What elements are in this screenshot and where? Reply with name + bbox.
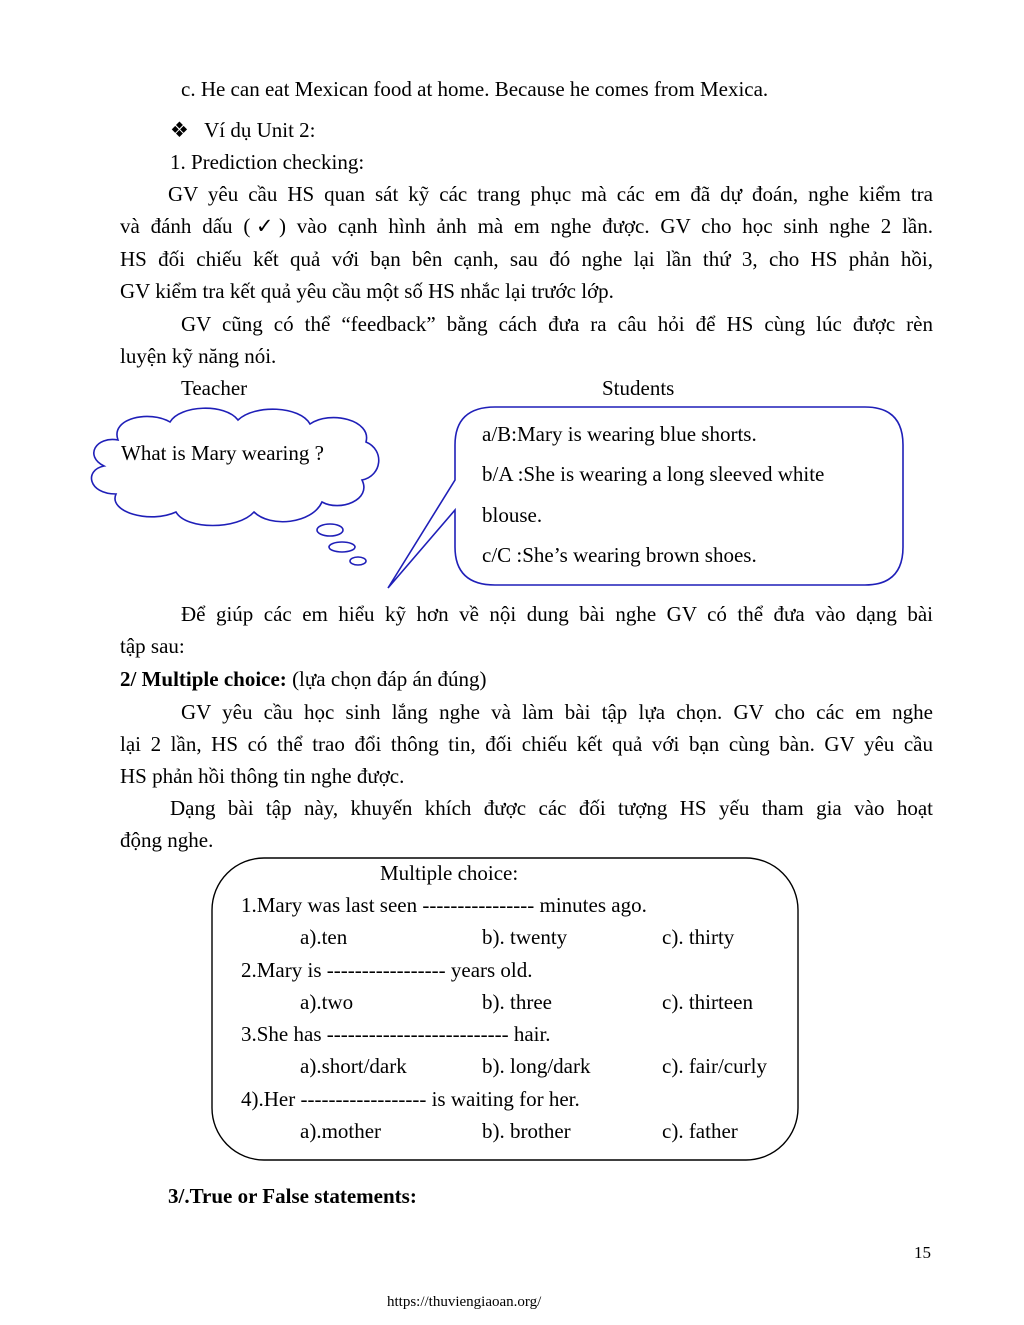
tf-heading: 3/.True or False statements: (168, 1184, 417, 1208)
mc-q4-option-a: a).mother (300, 1119, 382, 1143)
prediction-para1-line1: GV yêu cầu HS quan sát kỹ các trang phục mà các em đã dự đoán, nghe kiểm tra (168, 182, 933, 206)
mc-para1-line1: GV yêu cầu học sinh lắng nghe và làm bài tập lựa chọn. GV cho các em nghe (181, 700, 933, 724)
unit-heading-text: Ví dụ Unit 2: (204, 118, 316, 142)
bridge-line2: tập sau: (120, 634, 185, 658)
mc-question-4: 4).Her ------------------ is waiting for her. (241, 1087, 580, 1111)
page-number: 15 (914, 1243, 931, 1262)
prediction-para2-line2: luyện kỹ năng nói. (120, 344, 277, 368)
mc-q2-option-c: c). thirteen (662, 990, 753, 1014)
mc-question-2: 2.Mary is ----------------- years old. (241, 958, 533, 982)
mc-q4-option-c: c). father (662, 1119, 738, 1143)
teacher-label: Teacher (181, 376, 248, 400)
prediction-para1-line4: GV kiểm tra kết quả yêu cầu một số HS nhắc lại trước lớp. (120, 279, 614, 303)
mc-q3-option-a: a).short/dark (300, 1054, 407, 1078)
bridge-line1: Để giúp các em hiểu kỹ hơn về nội dung bài nghe GV có thể đưa vào dạng bài (181, 602, 933, 626)
mc-q3-option-b: b). long/dark (482, 1054, 591, 1078)
mc-question-1: 1.Mary was last seen ---------------- minutes ago. (241, 893, 647, 917)
mc-question-3: 3.She has -------------------------- hair. (241, 1022, 551, 1046)
intro-line: c. He can eat Mexican food at home. Because he comes from Mexica. (181, 77, 769, 101)
diamond-bullet-icon: ❖ (170, 118, 189, 142)
mc-q1-option-a: a).ten (300, 925, 348, 949)
footer-url: https://thuviengiaoan.org/ (387, 1294, 542, 1310)
mc-para1-line3: HS phản hồi thông tin nghe được. (120, 764, 405, 788)
prediction-para1-line2: và đánh dấu (✓) vào cạnh hình ảnh mà em nghe được. GV cho học sinh nghe 2 lần. (120, 214, 933, 238)
mc-q4-option-b: b). brother (482, 1119, 571, 1143)
student-answer-2: b/A :She is wearing a long sleeved white (482, 462, 825, 486)
mc-para2-line1: Dạng bài tập này, khuyến khích được các đối tượng HS yếu tham gia vào hoạt (170, 796, 933, 820)
mc-q2-option-a: a).two (300, 990, 354, 1014)
mc-q2-option-b: b). three (482, 990, 552, 1014)
mc-q3-option-c: c). fair/curly (662, 1054, 767, 1078)
prediction-para2-line1: GV cũng có thể “feedback” bằng cách đưa ra câu hỏi để HS cùng lúc được rèn (181, 312, 933, 336)
mc-box-title: Multiple choice: (380, 861, 519, 885)
teacher-question: What is Mary wearing ? (121, 441, 324, 465)
mc-para1-line2: lại 2 lần, HS có thể trao đổi thông tin, đối chiếu kết quả với bạn cùng bàn. GV yêu cầu (120, 732, 933, 756)
students-label: Students (602, 376, 675, 400)
mc-heading-bold: 2/ Multiple choice: (120, 667, 287, 691)
mc-q1-option-b: b). twenty (482, 925, 568, 949)
student-answer-1: a/B:Mary is wearing blue shorts. (482, 422, 757, 446)
student-answer-3: blouse. (482, 503, 543, 527)
thought-cloud (92, 408, 379, 565)
prediction-para1-line3: HS đối chiếu kết quả với bạn bên cạnh, sau đó nghe lại lần thứ 3, cho HS phản hồi, (120, 247, 933, 271)
mc-section-heading (120, 666, 487, 692)
mc-heading-rest: (lựa chọn đáp án đúng) (286, 667, 487, 691)
prediction-heading: 1. Prediction checking: (170, 150, 365, 174)
unit-heading (170, 117, 316, 143)
mc-para2-line2: động nghe. (120, 828, 214, 852)
mc-q1-option-c: c). thirty (662, 925, 735, 949)
student-answer-4: c/C :She’s wearing brown shoes. (482, 543, 757, 567)
